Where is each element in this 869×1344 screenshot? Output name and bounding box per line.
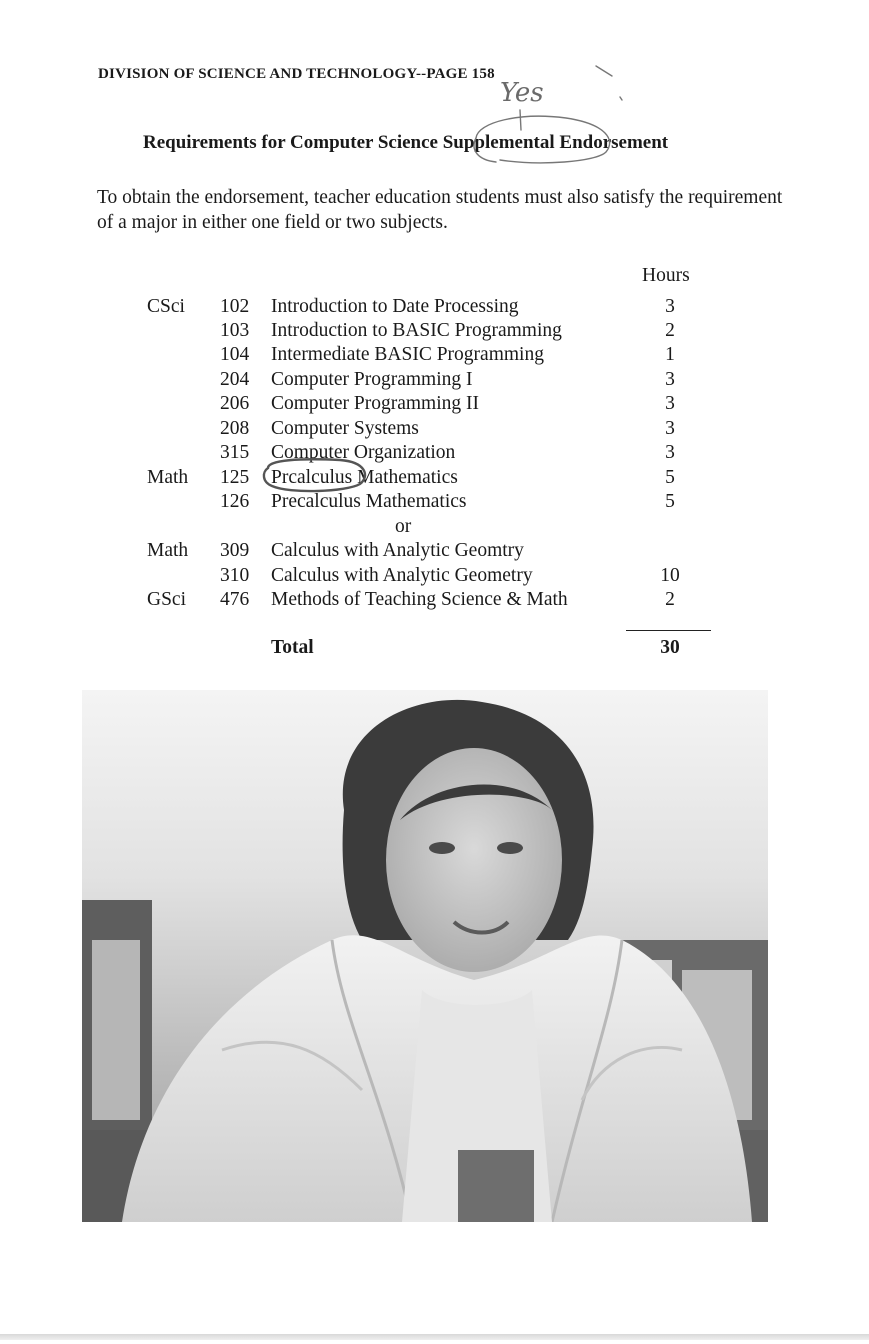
course-title: Methods of Teaching Science & Math <box>271 589 568 610</box>
running-head: DIVISION OF SCIENCE AND TECHNOLOGY--PAGE 158 <box>98 66 495 82</box>
student-photo-illustration <box>82 690 768 1222</box>
course-hours: 3 <box>665 296 675 317</box>
course-title: Precalculus Mathematics <box>271 491 467 512</box>
course-row <box>0 588 869 612</box>
course-dept: CSci <box>147 296 185 317</box>
course-title: Computer Programming II <box>271 393 479 414</box>
course-hours: 3 <box>665 393 675 414</box>
course-row <box>0 466 869 490</box>
course-row <box>0 392 869 416</box>
course-hours: 3 <box>665 442 675 463</box>
page-bottom-edge <box>0 1334 869 1340</box>
course-title: Intermediate BASIC Programming <box>271 344 544 365</box>
course-dept: Math <box>147 540 189 561</box>
course-hours: 2 <box>665 589 675 610</box>
or-row <box>0 515 869 539</box>
course-number: 309 <box>220 540 250 561</box>
course-dept: GSci <box>147 589 186 610</box>
or-label: or <box>395 516 412 537</box>
course-number: 103 <box>220 320 250 341</box>
course-title: Introduction to BASIC Programming <box>271 320 562 341</box>
course-title: Calculus with Analytic Geomtry <box>271 540 524 561</box>
hours-column-header: Hours <box>642 265 690 286</box>
course-row <box>0 295 869 319</box>
course-row <box>0 417 869 441</box>
total-rule <box>626 630 711 631</box>
course-row <box>0 441 869 465</box>
student-photo <box>82 690 768 1222</box>
course-row <box>0 319 869 343</box>
course-number: 208 <box>220 418 250 439</box>
course-row <box>0 564 869 588</box>
course-number: 125 <box>220 467 250 488</box>
course-number: 476 <box>220 589 250 610</box>
course-number: 315 <box>220 442 250 463</box>
course-title: Computer Organization <box>271 442 456 463</box>
course-row <box>0 539 869 563</box>
course-row <box>0 490 869 514</box>
course-hours: 5 <box>665 467 675 488</box>
course-number: 102 <box>220 296 250 317</box>
total-hours: 30 <box>660 637 680 658</box>
total-label: Total <box>271 637 314 658</box>
course-number: 206 <box>220 393 250 414</box>
course-hours: 2 <box>665 320 675 341</box>
handwritten-note: Yes <box>500 78 544 108</box>
course-title: Computer Programming I <box>271 369 473 390</box>
course-title: Calculus with Analytic Geometry <box>271 565 533 586</box>
course-title: Introduction to Date Processing <box>271 296 519 317</box>
course-hours: 1 <box>665 344 675 365</box>
document-title: Requirements for Computer Science Supplemental Endorsement <box>143 132 669 153</box>
course-hours: 3 <box>665 418 675 439</box>
course-row <box>0 368 869 392</box>
course-row <box>0 343 869 367</box>
course-hours: 10 <box>660 565 680 586</box>
course-dept: Math <box>147 467 189 488</box>
intro-paragraph: To obtain the endorsement, teacher education students must also satisfy the requirement of a major in either one field or two subjects. <box>97 187 783 233</box>
course-number: 104 <box>220 344 250 365</box>
course-hours: 5 <box>665 491 675 512</box>
course-hours: 3 <box>665 369 675 390</box>
course-number: 204 <box>220 369 250 390</box>
course-number: 310 <box>220 565 250 586</box>
course-title: Prcalculus Mathematics <box>271 467 458 488</box>
course-number: 126 <box>220 491 250 512</box>
course-title: Computer Systems <box>271 418 419 439</box>
